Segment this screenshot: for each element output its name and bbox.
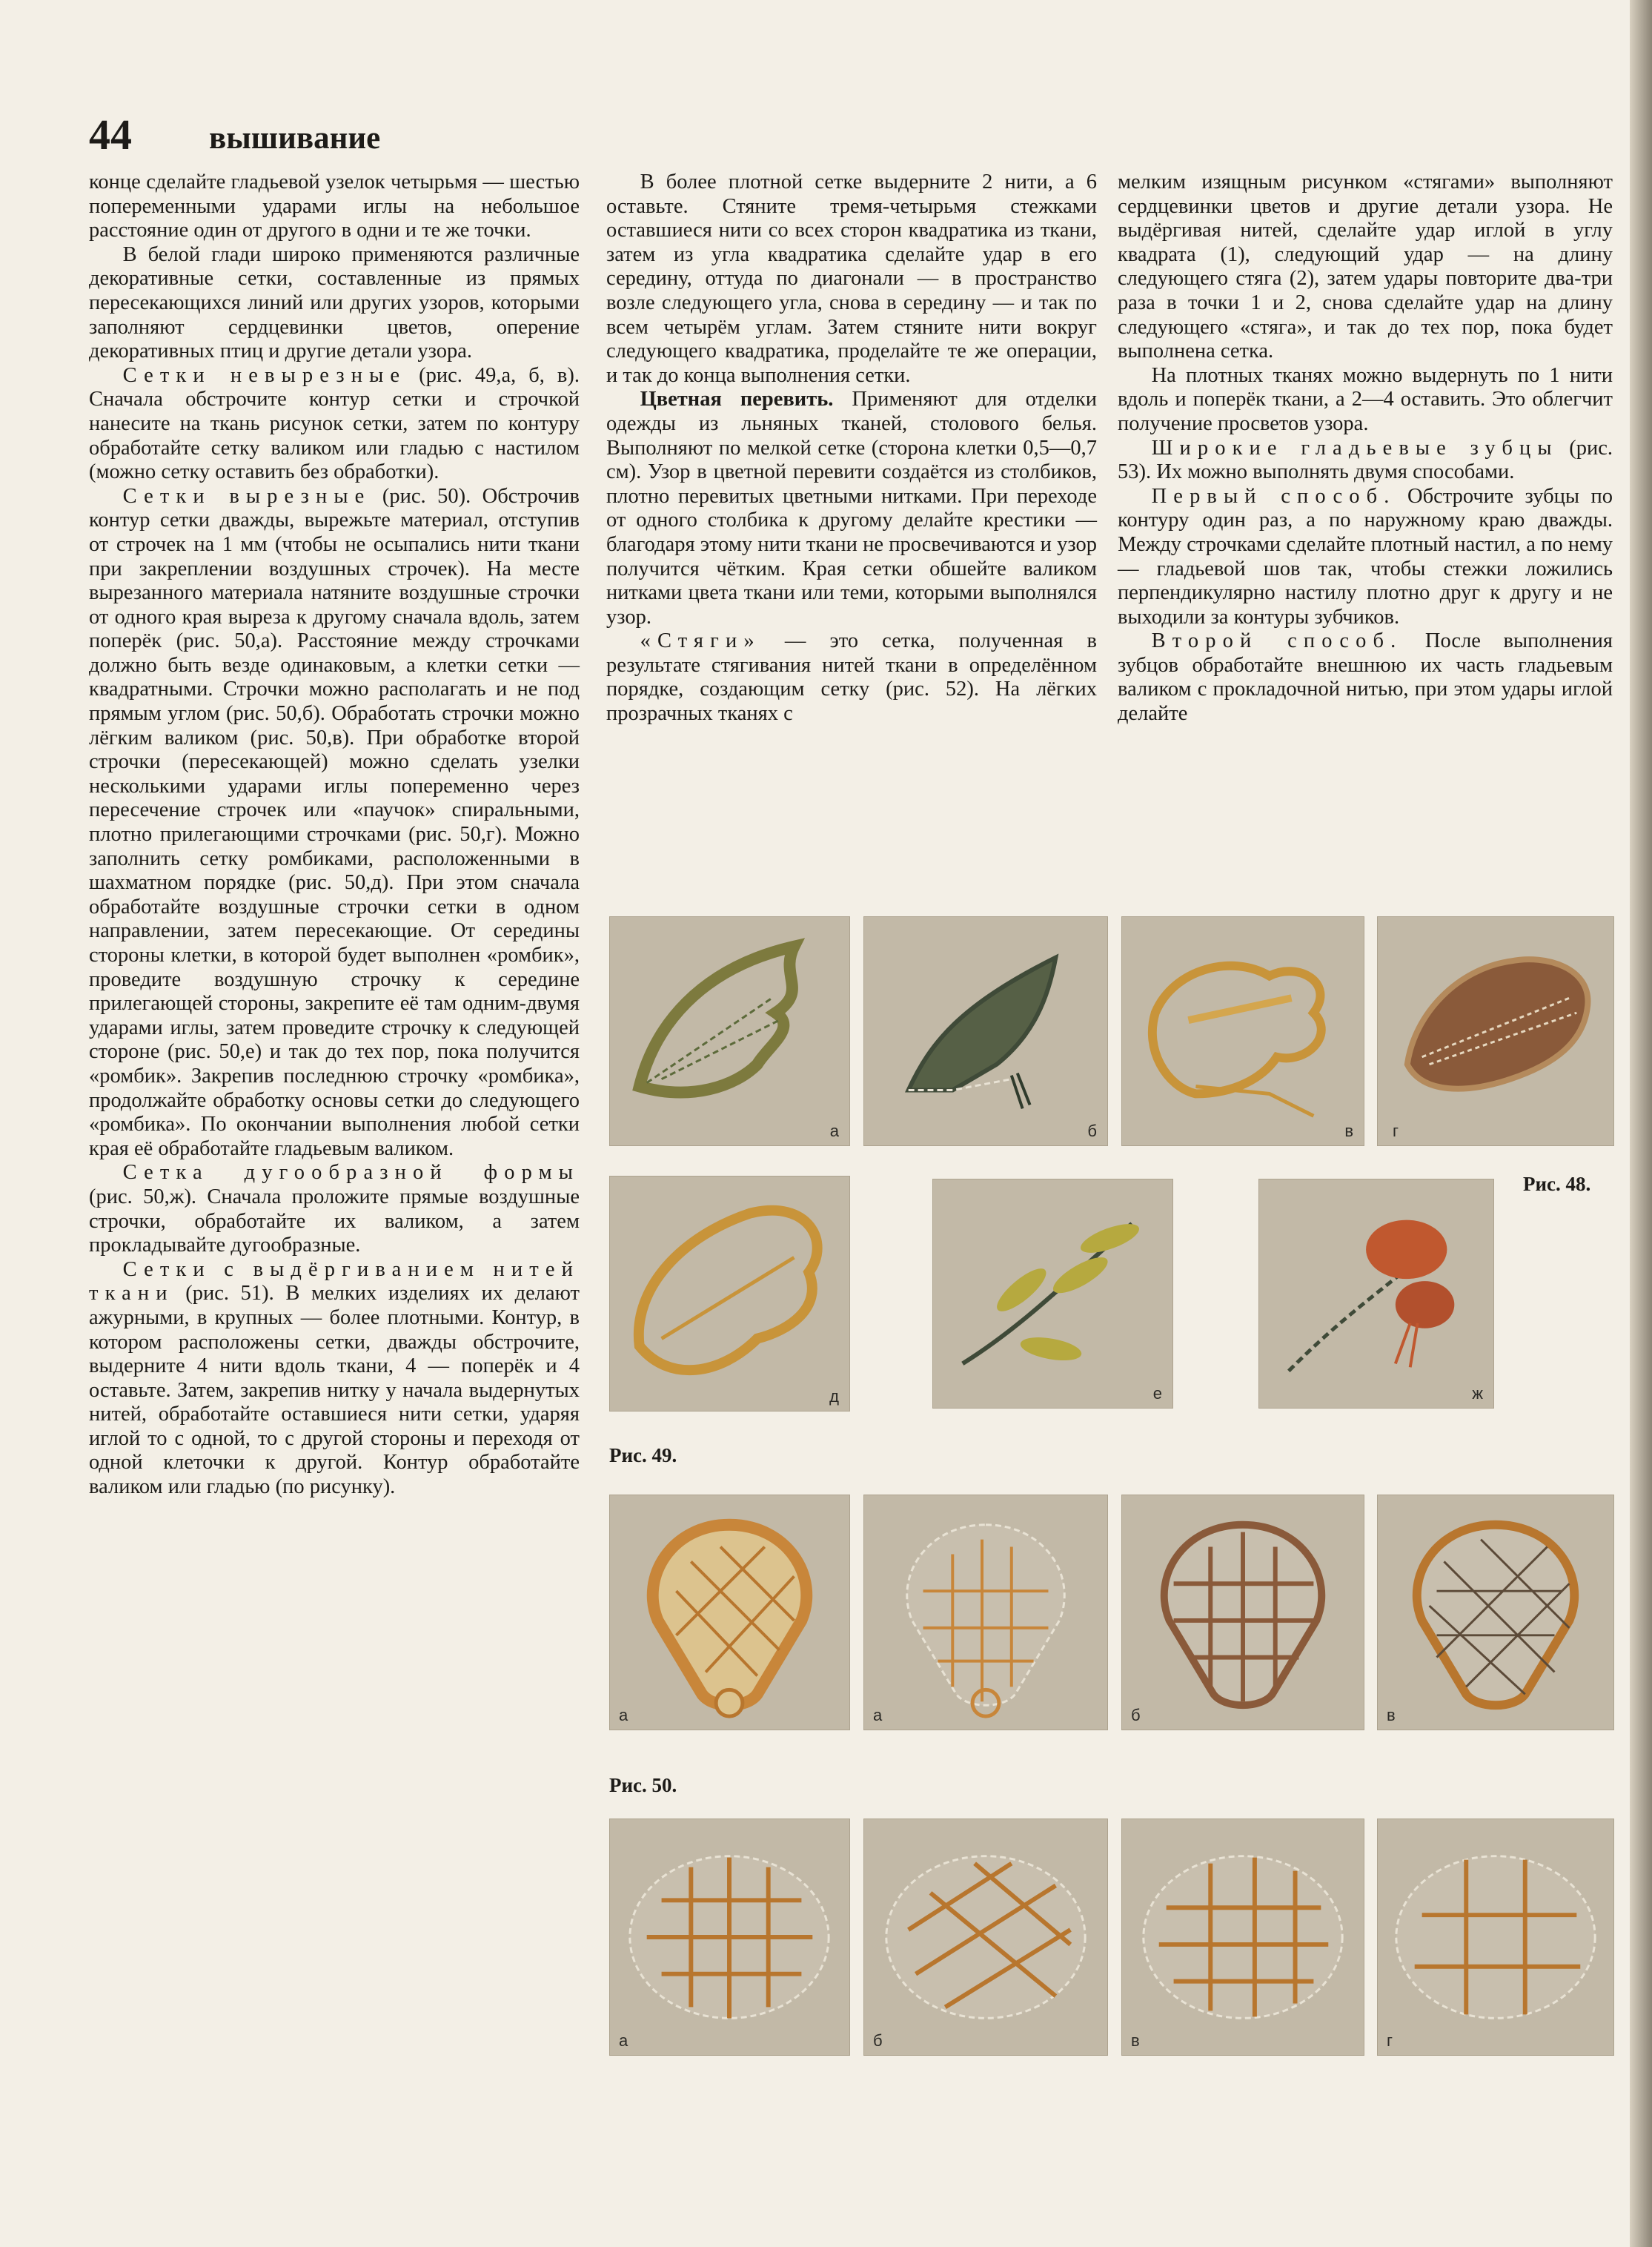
teardrop-grid-illustration: [1378, 1495, 1613, 1730]
running-header: [89, 110, 919, 162]
figure-oval-a-tile: [609, 1819, 850, 2056]
figure-oval-b-tile: [863, 1819, 1108, 2056]
figure-label: ж: [1472, 1384, 1483, 1403]
figure-50d-tile: [1377, 1495, 1614, 1730]
paragraph-text: (рис. 50,ж). Сначала проложите прямые воздушные строчки, обработайте их валиком, а затем прокладывайте дугообразные.: [89, 1185, 580, 1257]
paragraph-text: мелким изящным рисунком «стягами» выполняют сердцевинки цветов и другие детали узора. Не выдёргивая нитей, сделайте удар иглой в углу квадрата (1), следующий удар — на длину следующего стяга (2), затем удары повторите два-три раза в точки 1 и 2, снова сделайте удар на длину следующего «стяга», и так до тех пор, пока будет выполнена сетка.: [1118, 171, 1613, 363]
figure-50a-tile: [609, 1495, 850, 1730]
figure-label: б: [1131, 1706, 1141, 1724]
figure-label: в: [1131, 2031, 1140, 2050]
teardrop-grid-illustration: [864, 1495, 1107, 1730]
figure-label: е: [1152, 1384, 1162, 1403]
figure-48g-tile: [1258, 1179, 1494, 1409]
paragraph-text: (рис. 50). Обстрочив контур сетки дважды, вырежьте материал, отступив от строчек на 1 мм (чтобы не осыпались нити ткани при закреплении воздушных строчек). На месте вырезанного материала натяните воздушные строчки от одного края выреза к другому сначала вдоль, затем поперёк (рис. 50,а). Расстояние между строчками должно быть везде одинаковым, а клетки сетки — квадратными. Строчки можно располагать и не под прямым углом (рис. 50,б). Обработать строчки можно лёгким валиком (рис. 50,в). При обработке второй строчки (пересекающей) можно сделать узелки несколькими ударами иглы попеременно через пересечение строчек или «паучок» спиральными, плотно прилегающими строчками (рис. 50,г). Можно заполнить сетку ромбиками, расположенными в шахматном порядке (рис. 50,д). При этом сначала обработайте воздушные строчки сетки в одном направлении, затем пересекающие. От середины стороны клетки, в которой будет выполнен «ромбик», проведите воздушную строчку к середине прилегающей стороны, закрепите её там одним-двумя ударами иглы, затем проведите строчку к следующей стороне (рис. 50,е) и так до тех пор, пока получится «ромбик». Закрепив последнюю строчку «ромбика», продолжайте обработку основы сетки до следующего «ромбика». По окончании выполнения любой сетки края её обработайте гладьевым валиком.: [89, 484, 580, 1160]
oval-grid-illustration: [1122, 1819, 1364, 2055]
paragraph: [89, 1161, 580, 1257]
figure-48a-tile: [609, 916, 850, 1146]
figure-label: а: [619, 1706, 628, 1724]
figure-label: б: [873, 2031, 883, 2050]
leaf-embroidery-illustration: [1378, 917, 1613, 1145]
teardrop-grid-illustration: [1122, 1495, 1364, 1730]
paragraph: [1118, 629, 1613, 726]
figure-48d-tile: [1377, 916, 1614, 1146]
figure-label: в: [1344, 1122, 1353, 1140]
figure-48e-tile: [609, 1176, 850, 1412]
leaf-embroidery-illustration: [610, 1177, 849, 1411]
figure-label: д: [829, 1387, 839, 1406]
text-column-3: [1118, 171, 1613, 727]
paragraph: [1118, 437, 1613, 485]
spaced-term: Широкие гладьевые зубцы: [1151, 436, 1559, 460]
paragraph: [89, 485, 580, 1162]
oval-grid-illustration: [610, 1819, 849, 2055]
spaced-term: Сетка дугообразной формы: [122, 1161, 580, 1185]
page-edge-shadow: [1630, 0, 1652, 2247]
oval-grid-illustration: [864, 1819, 1107, 2055]
section-title: вышивание: [209, 121, 381, 156]
paragraph: [1118, 485, 1613, 630]
paragraph-text: В белой глади широко применяются различные декоративные сетки, составленные из прямых пересекающихся линий или других узоров, которыми заполняют сердцевинки цветов, оперение декоративных птиц и другие детали узора.: [89, 242, 580, 363]
sprig-embroidery-illustration: [933, 1179, 1172, 1408]
paragraph: [606, 388, 1097, 629]
figure-oval-d-tile: [1377, 1819, 1614, 2056]
leaf-embroidery-illustration: [864, 917, 1107, 1145]
figure-label: а: [873, 1706, 883, 1724]
figure-label: в: [1387, 1706, 1396, 1724]
page-number: 44: [89, 110, 132, 159]
spaced-term: Второй способ.: [1151, 629, 1403, 653]
paragraph-text: — это сетка, полученная в результате стягивания нитей ткани в определённом порядке, создающим сетку (рис. 52). На лёгких прозрачных тканях с: [606, 629, 1097, 726]
figure-48c-tile: [1121, 916, 1364, 1146]
spaced-term: Первый способ.: [1151, 484, 1396, 508]
paragraph-text: Обстрочите зубцы по контуру один раз, а по наружному краю дважды. Между строчками сделайте плотный настил, а по нему — гладьевой шов так, чтобы стежки ложились перпендикулярно настилу плотно друг к другу и не выходили за контуры зубчиков.: [1118, 484, 1613, 629]
figure-50-caption: Рис. 50.: [609, 1774, 677, 1796]
spaced-term: Сетки с выдёргиванием нитей ткани: [89, 1257, 580, 1305]
paragraph: [1118, 171, 1613, 364]
figure-49-caption: Рис. 49.: [609, 1444, 677, 1466]
figure-48f-tile: [932, 1179, 1173, 1409]
spaced-term: Сетки невырезные: [122, 363, 407, 387]
figure-label: г: [1393, 1122, 1399, 1140]
paragraph-text: Применяют для отделки одежды из льняных тканей, столового белья. Выполняют по мелкой сетке (сторона клетки 0,5—0,7 см). Узор в цветной перевити создаётся из столбиков, плотно перевитых цветными нитками. При переходе от одного столбика к другому делайте крестики — благодаря этому нити ткани не просвечиваются и узор получится чётким. Края сетки обшейте валиком нитками цвета ткани или теми, которыми выполнялся узор.: [606, 388, 1097, 629]
bud-embroidery-illustration: [1259, 1179, 1493, 1408]
bold-term: Цветная перевить.: [640, 388, 834, 411]
paragraph-text: В более плотной сетке выдерните 2 нити, а 6 оставьте. Стяните тремя-четырьмя стежками оставшиеся нити со всех сторон квадратика из ткани, затем из угла квадратика сделайте удар в его середину, оттуда по диагонали — в пространство возле следующего угла, снова в середину — и так по всем четырём углам. Затем стяните нити вокруг следующего квадратика, проделайте те же операции, и так до конца выполнения сетки.: [606, 171, 1097, 387]
paragraph: [89, 1258, 580, 1500]
text-column-1: [89, 171, 580, 1500]
figure-48-caption: Рис. 48.: [1523, 1173, 1591, 1195]
text-column-2: [606, 171, 1097, 727]
paragraph: [89, 364, 580, 485]
paragraph-text: (рис. 51). В мелких изделиях их делают ажурными, в крупных — более плотными. Контур, в котором расположены сетки, дважды обстрочите, выдерните 4 нити вдоль ткани, 4 — поперёк и 4 оставьте. Затем, закрепив нитку у начала выдернутых нитей, обработайте оставшиеся нити сетки, ударяя иглой то с одной, то с другой стороны и переходя от одной клеточки к другой. Контур обработайте валиком или гладью (по рисунку).: [89, 1282, 580, 1499]
paragraph-text: После выполнения зубцов обработайте внешнюю их часть гладьевым валиком с прокладочной нитью, при этом удары иглой делайте: [1118, 629, 1613, 726]
paragraph: [1118, 364, 1613, 437]
paragraph: [606, 171, 1097, 388]
figure-label: г: [1387, 2031, 1393, 2050]
spaced-term: Сетки вырезные: [122, 484, 371, 508]
oval-grid-illustration: [1378, 1819, 1613, 2055]
figure-label: а: [619, 2031, 628, 2050]
figure-label: б: [1087, 1122, 1097, 1140]
figure-50b-tile: [863, 1495, 1108, 1730]
paragraph-text: (рис. 53). Их можно выполнять двумя способами.: [1118, 436, 1613, 484]
paragraph-text: На плотных тканях можно выдернуть по 1 нити вдоль и поперёк ткани, а 2—4 оставить. Это облегчит получение просветов узора.: [1118, 363, 1613, 435]
leaf-embroidery-illustration: [610, 917, 849, 1145]
paragraph-text: (рис. 49,а, б, в). Сначала обстрочите контур сетки и строчкой нанесите на ткань рисунок сетки, затем по контуру обработайте сетку валиком или гладью с настилом (можно сетку оставить без обработки).: [89, 363, 580, 484]
leaf-embroidery-illustration: [1122, 917, 1364, 1145]
paragraph-text: конце сделайте гладьевой узелок четырьмя — шестью попеременными ударами иглы на небольшое расстояние один от другого в одни и те же точки.: [89, 171, 580, 242]
paragraph: [89, 243, 580, 364]
figure-oval-c-tile: [1121, 1819, 1364, 2056]
spaced-term: «Стяги»: [640, 629, 761, 653]
figure-48b-tile: [863, 916, 1108, 1146]
figure-50c-tile: [1121, 1495, 1364, 1730]
paragraph: [89, 171, 580, 243]
paragraph: [606, 629, 1097, 726]
figure-label: а: [829, 1122, 839, 1140]
teardrop-grid-illustration: [610, 1495, 849, 1730]
